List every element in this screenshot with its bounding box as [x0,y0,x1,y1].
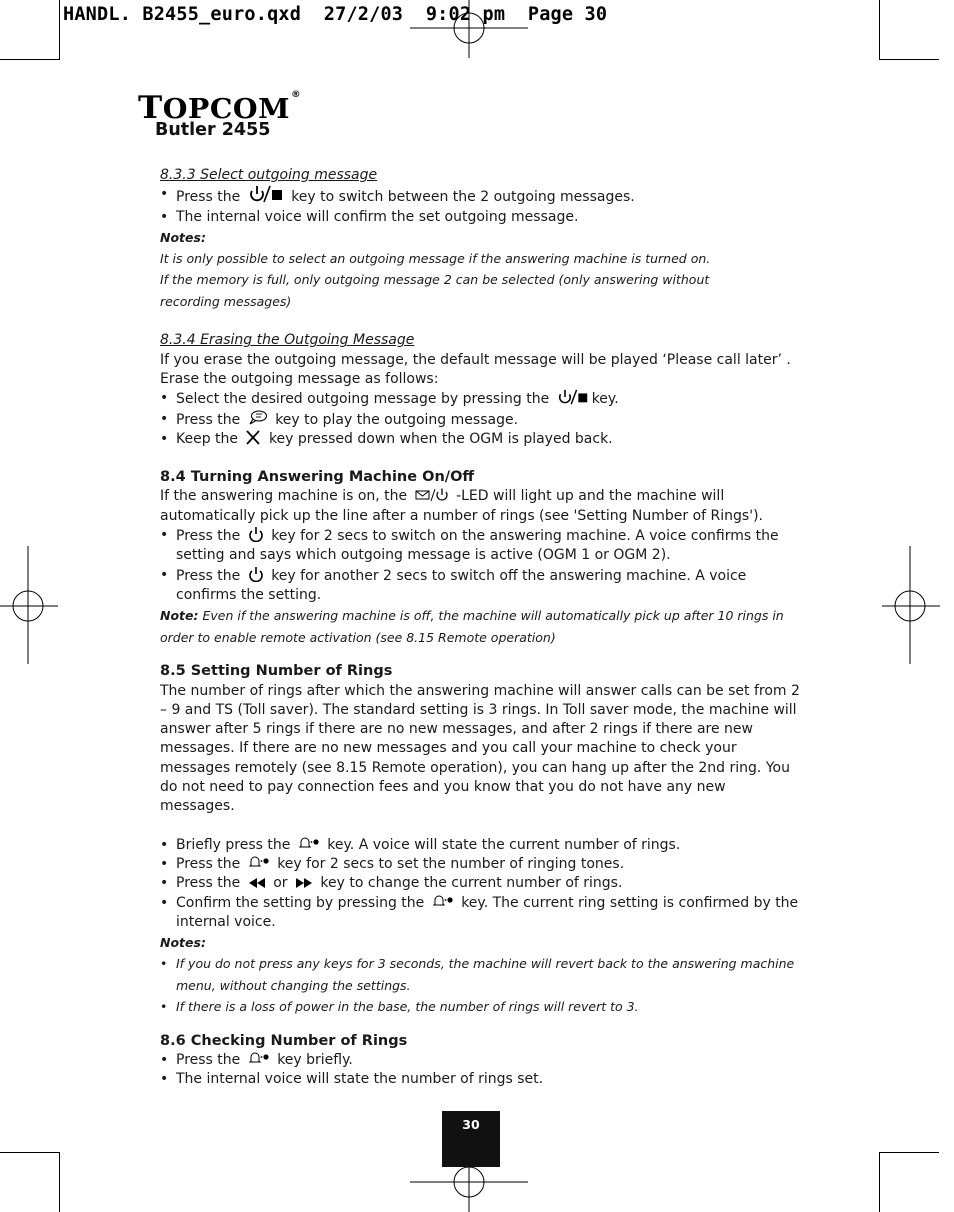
delete-x-icon [245,430,261,445]
note-text: Note: Even if the answering machine is off, the machine will automatically pick up after 10 rings in order to enable remote activation (see 8.15 Remote operation) [160,608,784,645]
note-item: • If there is a loss of power in the base, the number of rings will revert to 3. [160,996,800,1018]
list-item: • Press the or key to change the current number of rings. [160,874,800,893]
power-icon [248,526,264,542]
note-text: It is only possible to select an outgoing message if the answering machine is turned on. [160,250,711,266]
bell-icon [248,856,270,870]
section-heading: 8.3.3 Select outgoing message [160,167,378,183]
registration-mark-right [880,546,940,666]
crop-mark [0,59,60,60]
bell-icon [248,1052,270,1066]
crop-mark [59,0,60,60]
paragraph: The number of rings after which the answering machine will answer calls can be set from 2 – 9 and TS (Toll saver). The standard setting is 3 rings. In Toll saver mode, the machine will answer after 5 rings if there are no new messages, and after 2 rings if there are new messages. If there are no new messages and you call your machine to check your messages remotely (see 8.15 Remote operation), you can hang up after the 2nd ring. You do not need to pay connection fees and you know that you do not have any new messages. [160,682,800,815]
paragraph: If the answering machine is on, the -LED will light up and the machine will automatically pick up the line after a number of rings (see 'Setting Number of Rings'). [160,488,763,524]
list-item: • Confirm the setting by pressing the key. The current ring setting is confirmed by the internal voice. [160,894,800,933]
fast-forward-icon [295,877,313,889]
bell-icon [432,895,454,909]
speech-bubble-icon [248,410,268,426]
crop-mark [879,1152,880,1212]
notes-list [160,953,800,1018]
logo-registered: ® [291,90,302,100]
crop-mark [879,59,939,60]
note-label: Note: [160,608,199,624]
crop-mark [879,0,880,60]
power-stop-icon [248,185,284,203]
bullet-list [160,836,800,932]
notes-label: Notes: [160,229,206,245]
paragraph: If you erase the outgoing message, the default message will be played ‘Please call later’ . [160,351,791,368]
section-heading: 8.5 Setting Number of Rings [160,663,393,680]
logo-rest: OPCOM [162,94,291,125]
model-name: Butler 2455 [155,120,271,140]
registration-mark-left [0,546,60,666]
list-item: • Press the key to switch between the 2 outgoing messages. [160,185,800,207]
bullet-list [160,185,800,227]
power-icon [248,566,264,582]
section-heading: 8.3.4 Erasing the Outgoing Message [160,332,415,349]
crop-mark [0,1152,60,1153]
envelope-power-icon [415,488,449,502]
notes-label: Notes: [160,935,206,951]
list-item: • Keep the key pressed down when the OGM is played back. [160,430,800,449]
logo-initial: T [138,90,163,126]
note-text: If the memory is full, only outgoing message 2 can be selected (only answering without recording messages) [160,272,710,309]
list-item: • Press the key briefly. [160,1051,800,1070]
rewind-icon [248,877,266,889]
manual-content [160,166,800,1090]
bullet-list [160,1051,800,1090]
list-item: • Briefly press the key. A voice will state the current number of rings. [160,836,800,855]
list-item: • Press the key to play the outgoing message. [160,410,800,430]
list-item: • Press the key for 2 secs to switch on the answering machine. A voice confirms the setting and says which outgoing message is active (OGM 1 or OGM 2). [160,526,800,566]
list-item: • Press the key for another 2 secs to switch off the answering machine. A voice confirms the setting. [160,566,800,606]
page-number: 30 [462,1117,480,1132]
note-item: • If you do not press any keys for 3 seconds, the machine will revert back to the answering machine menu, without changing the settings. [160,953,800,996]
crop-mark [879,1152,939,1153]
list-item: • The internal voice will state the number of rings set. [160,1070,800,1089]
crop-mark [59,1152,60,1212]
list-item: • Press the key for 2 secs to set the number of ringing tones. [160,855,800,874]
print-header: HANDL. B2455_euro.qxd 27/2/03 9:02 pm Page 30 [63,4,608,25]
bullet-list [160,389,800,449]
power-stop-icon [557,389,589,405]
bullet-list [160,526,800,605]
list-item: • The internal voice will confirm the set outgoing message. [160,208,800,227]
paragraph: Erase the outgoing message as follows: [160,370,439,387]
list-item: • Select the desired outgoing message by pressing the key. [160,389,800,409]
bell-icon [298,837,320,851]
section-heading: 8.4 Turning Answering Machine On/Off [160,469,475,486]
section-heading: 8.6 Checking Number of Rings [160,1032,408,1049]
